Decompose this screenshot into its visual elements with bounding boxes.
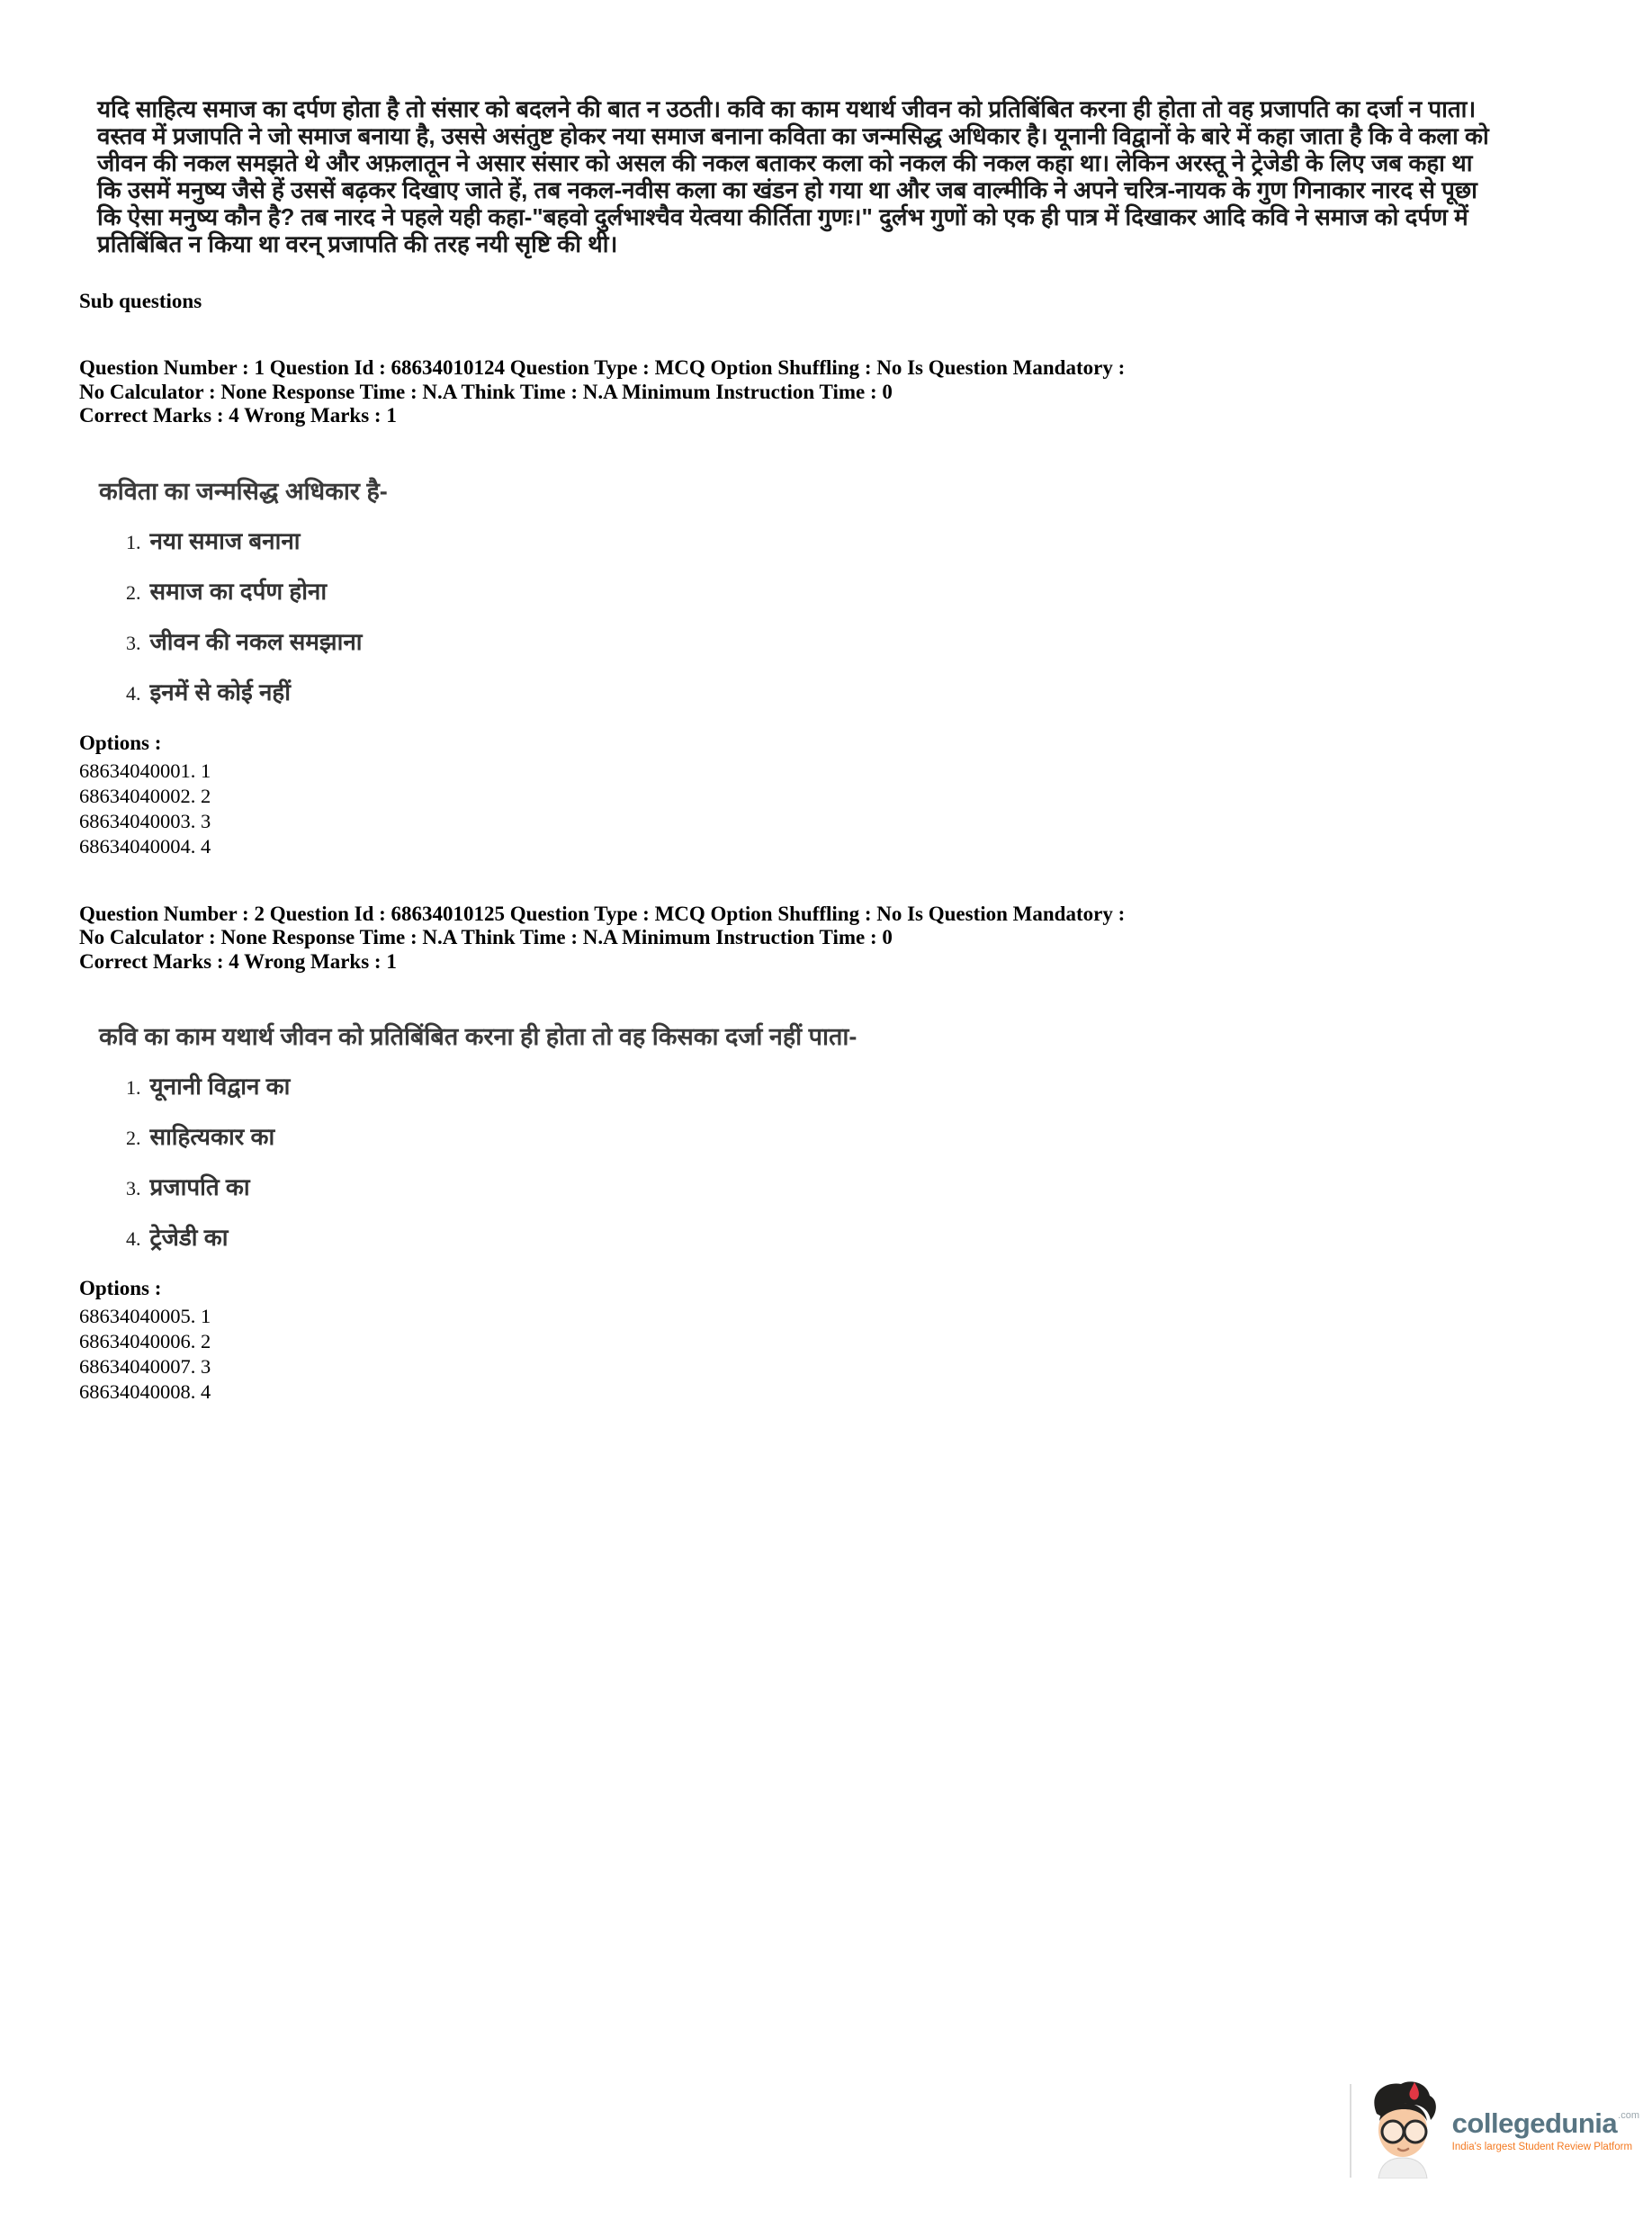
question-1-metadata xyxy=(79,356,1569,428)
question-1-text: कविता का जन्मसिद्ध अधिकार है- xyxy=(99,477,388,505)
logo-divider xyxy=(1350,2084,1351,2178)
question-2-marks: Correct Marks : 4 Wrong Marks : 1 xyxy=(79,949,397,973)
question-1-options-label: Options : xyxy=(79,731,162,754)
option-number: 1. xyxy=(126,1076,141,1099)
option-number: 3. xyxy=(126,1177,141,1199)
option-id: 68634040004. 4 xyxy=(79,834,211,858)
option-number: 4. xyxy=(126,1227,141,1250)
option-id: 68634040005. 1 xyxy=(79,1305,211,1327)
option-text: यूनानी विद्वान का xyxy=(149,1073,291,1100)
sub-questions-heading: Sub questions xyxy=(79,290,202,312)
logo-text-column xyxy=(1452,2108,1639,2152)
option-number: 2. xyxy=(126,1127,141,1149)
question-2-meta-line-1: Question Number : 2 Question Id : 68634010125 Question Type : MCQ Option Shuffling : No Is Question Mandatory : xyxy=(79,902,1126,925)
question-2-text: कवि का काम यथार्थ जीवन को प्रतिबिंबित करना ही होता तो वह किसका दर्जा नहीं पाता- xyxy=(99,1023,857,1050)
question-1-option-4 xyxy=(126,678,1569,708)
question-1-option-ids xyxy=(79,759,1569,859)
option-id: 68634040007. 3 xyxy=(79,1355,211,1378)
option-id: 68634040006. 2 xyxy=(79,1330,211,1352)
passage-text: यदि साहित्य समाज का दर्पण होता है तो संसार को बदलने की बात न उठती। कवि का काम यथार्थ जीवन को प्रतिबिंबित करना ही होता तो वह प्रजापति का दर्जा न पाता। वस्तव में प्रजापति ने जो समाज बनाया है, उससे असंतुष्ट होकर नया समाज बनाना कविता का जन्मसिद्ध अधिकार है। यूनानी विद्वानों के बारे में कहा जाता है कि वे कला को जीवन की नकल समझते थे और अफ़लातून ने असार संसार को असल की नकल बताकर कला को नकल की नकल कहा था। लेकिन अरस्तू ने ट्रेजेडी के लिए जब कहा था कि उसमें मनुष्य जैसे हें उससें बढ़कर दिखाए जाते हें, तब नकल-नवीस कला का खंडन हो गया था और जब वाल्मीकि ने अपने चरित्र-नायक के गुण गिनाकार नारद से पूछा कि ऐसा मनुष्य कौन है? तब नारद ने पहले यही कहा-"बहवो दुर्लभाश्चैव येत्वया कीर्तिता गुणः।" दुर्लभ गुणों को एक ही पात्र में दिखाकर आदि कवि ने समाज को दर्पण में प्रतिबिंबित न किया था वरन् प्रजापति की तरह नयी सृष्टि की थी। xyxy=(97,95,1489,257)
question-1-option-3 xyxy=(126,627,1569,658)
option-text: प्रजापति का xyxy=(149,1173,250,1200)
option-id: 68634040001. 1 xyxy=(79,759,211,782)
option-id: 68634040003. 3 xyxy=(79,809,211,832)
brand-suffix: .com xyxy=(1618,2110,1639,2121)
question-2-meta-line-2: No Calculator : None Response Time : N.A Think Time : N.A Minimum Instruction Time : 0 xyxy=(79,926,893,948)
brand-tagline: India's largest Student Review Platform xyxy=(1451,2142,1633,2152)
question-1-meta-line-2: No Calculator : None Response Time : N.A Think Time : N.A Minimum Instruction Time : 0 xyxy=(79,380,893,403)
question-2-option-1 xyxy=(126,1072,1569,1102)
option-id: 68634040002. 2 xyxy=(79,784,211,807)
question-2-option-4 xyxy=(126,1223,1569,1253)
collegedunia-mascot-icon xyxy=(1360,2078,1443,2183)
question-2-option-3 xyxy=(126,1172,1569,1203)
option-number: 3. xyxy=(126,631,141,654)
question-2-option-ids xyxy=(79,1304,1569,1405)
question-2-options-label: Options : xyxy=(79,1277,162,1299)
option-text: इनमें से कोई नहीं xyxy=(149,678,291,705)
question-block-1 xyxy=(79,356,1569,859)
question-1-meta-line-1: Question Number : 1 Question Id : 68634010124 Question Type : MCQ Option Shuffling : No Is Question Mandatory : xyxy=(79,356,1126,379)
option-text: नया समाज बनाना xyxy=(149,526,301,554)
question-block-2 xyxy=(79,903,1569,1406)
question-1-marks: Correct Marks : 4 Wrong Marks : 1 xyxy=(79,404,397,427)
option-number: 4. xyxy=(126,681,141,705)
collegedunia-logo xyxy=(1350,2078,1639,2183)
option-text: समाज का दर्पण होना xyxy=(149,577,328,605)
option-number: 2. xyxy=(126,580,141,604)
brand-wordmark: collegedunia xyxy=(1451,2107,1618,2139)
option-number: 1. xyxy=(126,530,141,553)
option-text: साहित्यकार का xyxy=(149,1123,275,1150)
question-1-option-2 xyxy=(126,577,1569,607)
option-text: ट्रेजेडी का xyxy=(149,1224,229,1251)
option-text: जीवन की नकल समझाना xyxy=(149,627,363,655)
option-id: 68634040008. 4 xyxy=(79,1380,211,1403)
question-2-metadata xyxy=(79,903,1569,975)
question-1-option-1 xyxy=(126,526,1569,557)
question-2-option-2 xyxy=(126,1122,1569,1153)
